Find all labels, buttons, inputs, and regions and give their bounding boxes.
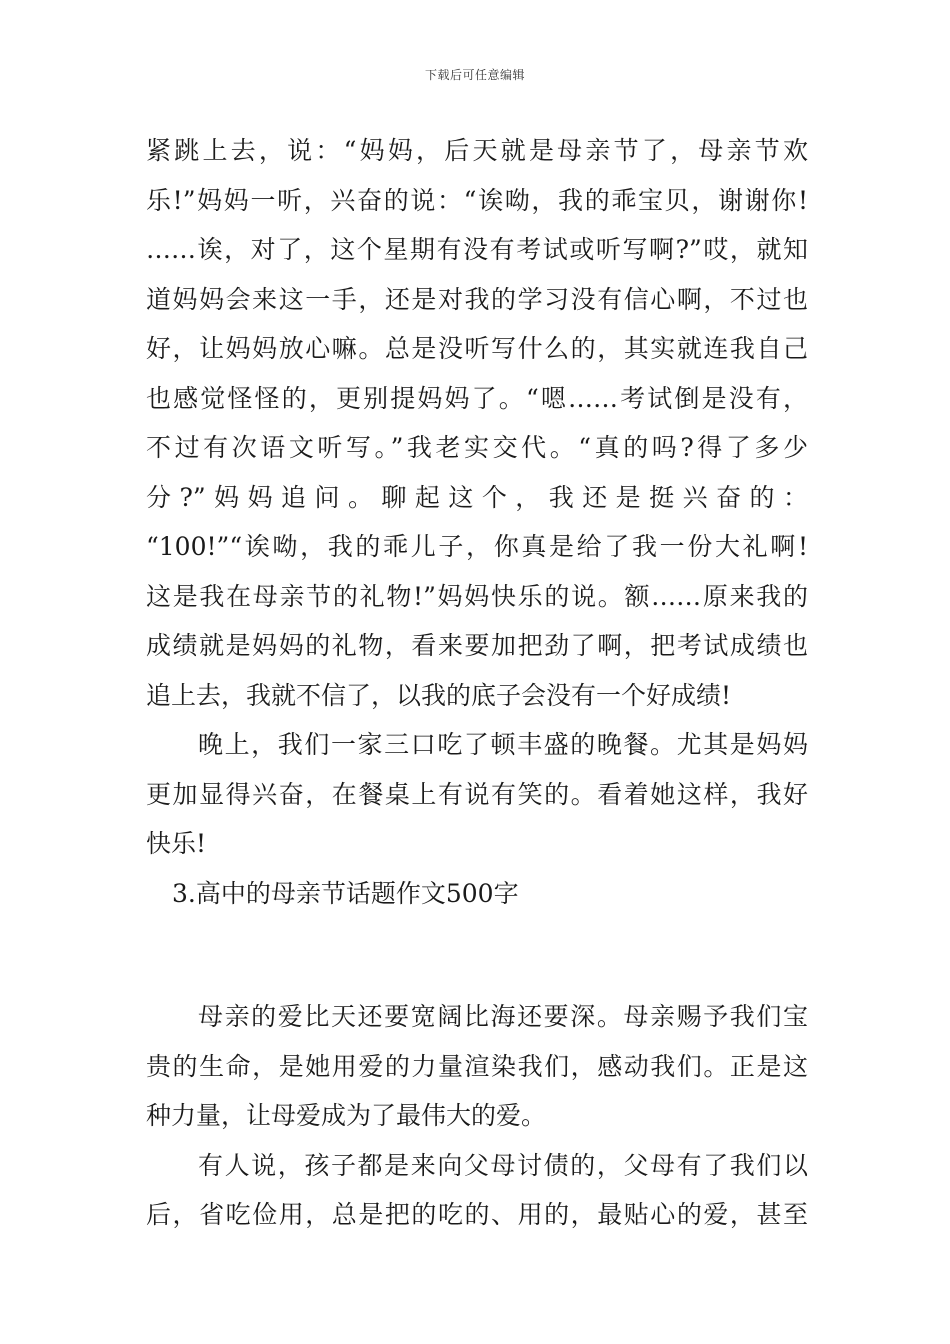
text-line: ……诶，对了，这个星期有没有考试或听写啊?”哎，就知	[146, 235, 808, 264]
text-line: 这是我在母亲节的礼物!”妈妈快乐的说。额……原来我的	[146, 581, 808, 611]
text-line: 好，让妈妈放心嘛。总是没听写什么的，其实就连我自己	[146, 334, 808, 363]
text-line: 后，省吃俭用，总是把的吃的、用的，最贴心的爱，甚至	[146, 1200, 808, 1229]
paragraph-mother-love	[146, 992, 808, 1141]
text-line: 种力量，让母爱成为了最伟大的爱。	[146, 1101, 547, 1130]
blank-space	[146, 918, 808, 992]
text-line: 母亲的爱比天还要宽阔比海还要深。母亲赐予我们宝	[198, 1002, 808, 1031]
text-line: 紧跳上去，说：“妈妈，后天就是母亲节了，母亲节欢	[146, 136, 808, 165]
document-body	[146, 126, 808, 1240]
text-line: 更加显得兴奋，在餐桌上有说有笑的。看着她这样，我好	[146, 779, 808, 809]
section-heading: 3.高中的母亲节话题作文500字	[172, 878, 519, 908]
text-line: 分?”妈妈追问。聊起这个，我还是挺兴奋的：	[146, 482, 808, 512]
text-line: 也感觉怪怪的，更别提妈妈了。“嗯……考试倒是没有，	[146, 383, 808, 413]
text-line: 道妈妈会来这一手，还是对我的学习没有信心啊，不过也	[146, 284, 808, 314]
page-header: 下载后可任意编辑	[424, 68, 525, 82]
text-line: 成绩就是妈妈的礼物，看来要加把劲了啊，把考试成绩也	[146, 631, 808, 660]
text-line: 贵的生命，是她用爱的力量渲染我们，感动我们。正是这	[146, 1051, 808, 1081]
text-line: 晚上，我们一家三口吃了顿丰盛的晚餐。尤其是妈妈	[198, 730, 808, 759]
text-line: 快乐!	[146, 829, 207, 858]
paragraph-continued	[146, 126, 808, 720]
text-line: 追上去，我就不信了，以我的底子会没有一个好成绩!	[146, 680, 732, 710]
text-line: 乐!”妈妈一听，兴奋的说：“诶呦，我的乖宝贝，谢谢你!	[146, 185, 808, 215]
text-line: “100!”“诶呦，我的乖儿子，你真是给了我一份大礼啊!	[146, 532, 808, 561]
text-line: 有人说，孩子都是来向父母讨债的，父母有了我们以	[198, 1150, 808, 1180]
text-line: 不过有次语文听写。”我老实交代。“真的吗?得了多少	[146, 433, 808, 462]
paragraph-dinner	[146, 720, 808, 869]
paragraph-parents	[146, 1141, 808, 1240]
